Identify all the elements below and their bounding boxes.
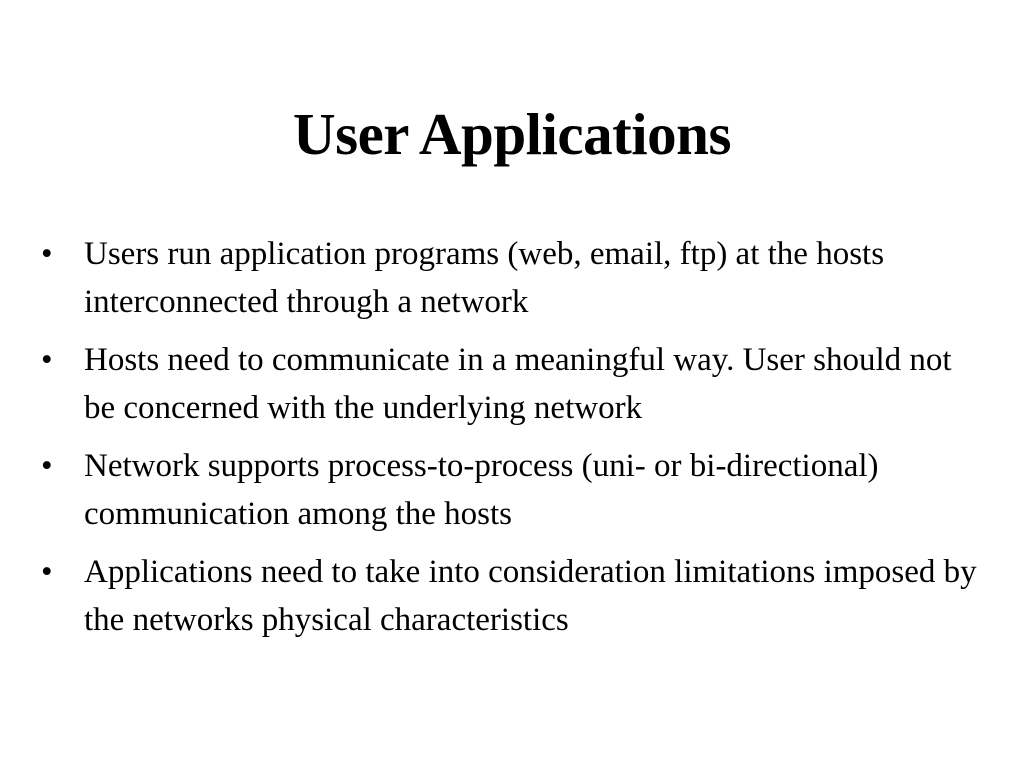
bullet-item	[41, 336, 981, 432]
bullet-dot-icon: •	[41, 448, 53, 484]
bullet-text: Applications need to take into consideration limitations imposed by the networks physical characteristics	[84, 554, 977, 638]
bullet-dot-icon: •	[41, 236, 53, 272]
slide-title: User Applications	[293, 101, 731, 167]
bullet-dot-icon: •	[41, 342, 53, 378]
bullet-list	[41, 230, 981, 654]
bullet-text: Users run application programs (web, email, ftp) at the hosts interconnected through a network	[84, 236, 885, 320]
bullet-dot-icon: •	[41, 554, 53, 590]
bullet-item	[41, 442, 981, 538]
bullet-text: Hosts need to communicate in a meaningful way. User should not be concerned with the underlying network	[84, 342, 952, 426]
bullet-text: Network supports process-to-process (uni- or bi-directional) communication among the hosts	[84, 448, 879, 532]
bullet-item	[41, 230, 981, 326]
bullet-item	[41, 548, 981, 644]
